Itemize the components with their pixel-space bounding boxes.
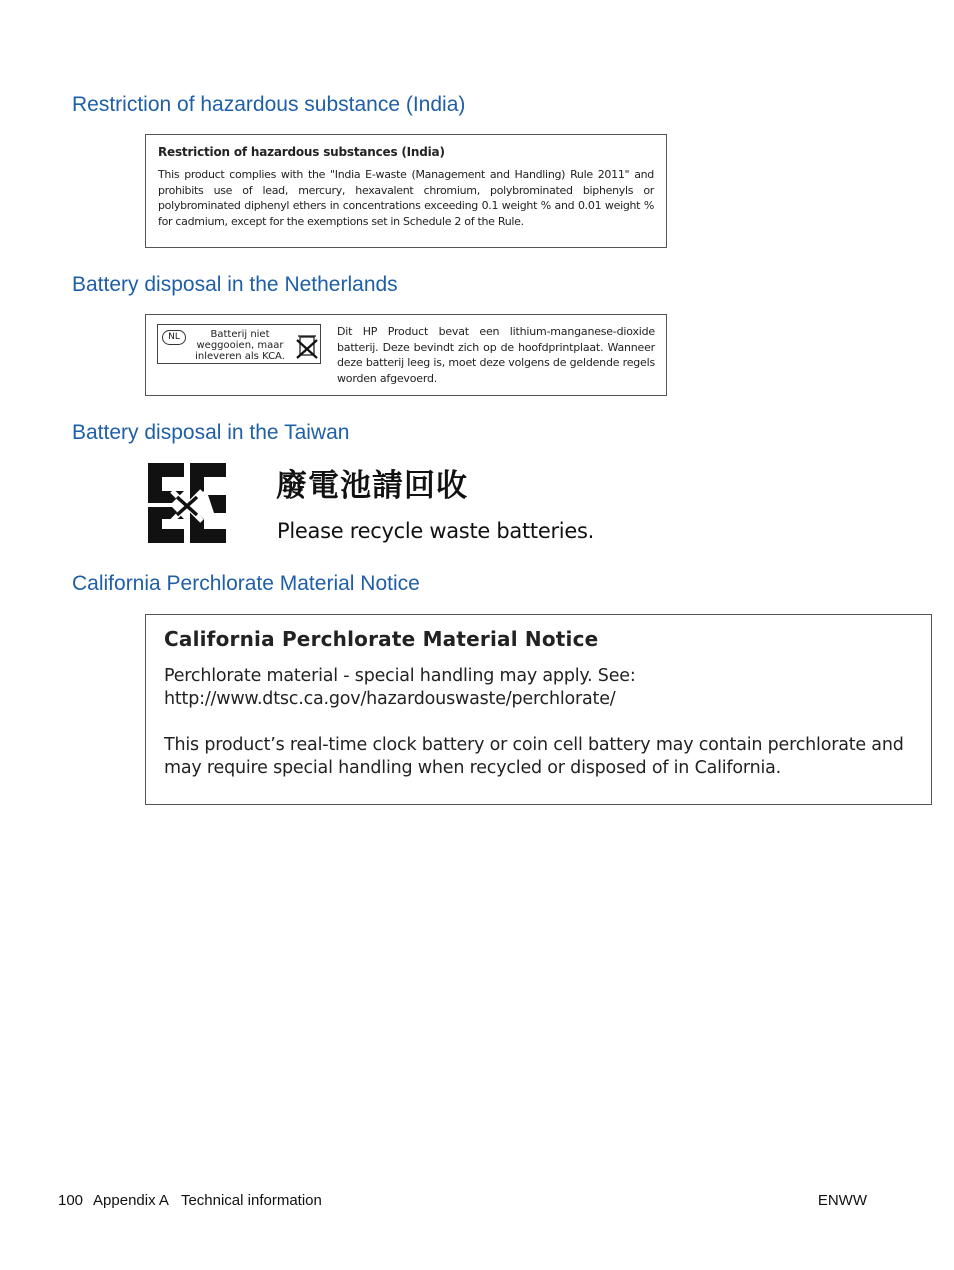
footer-section: Appendix A <box>93 1192 169 1209</box>
footer-left <box>58 1192 322 1209</box>
nl-badge: NL <box>162 330 186 345</box>
kca-label <box>157 324 321 364</box>
india-notice-box <box>145 134 667 248</box>
kca-label-text: Batterij niet weggooien, maar inleveren als KCA. <box>195 329 285 362</box>
heading-taiwan: Battery disposal in the Taiwan <box>72 421 350 444</box>
footer-chapter: Technical information <box>180 1192 322 1209</box>
taiwan-chinese-text: 廢電池請回收 <box>276 468 468 504</box>
crossed-bin-icon <box>296 331 318 359</box>
heading-california: California Perchlorate Material Notice <box>72 572 420 595</box>
heading-india: Restriction of hazardous substance (India) <box>72 93 466 116</box>
california-notice-box <box>145 614 932 805</box>
california-url: http://www.dtsc.ca.gov/hazardouswaste/perchlorate/ <box>164 689 616 709</box>
netherlands-notice-box <box>145 314 667 396</box>
california-paragraph: This product’s real-time clock battery or coin cell battery may contain perchlorate and may require special handling when recycled or disposed of in California. <box>164 735 904 778</box>
india-box-text: This product complies with the "India E-waste (Management and Handling) Rule 2011" and prohibits use of lead, mercury, hexavalent chromium, polybrominated biphenyls or polybrominated diphenyl ethers in concentrations exceeding 0.1 weight % and 0.01 weight % for cadmium, except for the exemptions set in Schedule 2 of the Rule. <box>158 168 654 228</box>
heading-netherlands: Battery disposal in the Netherlands <box>72 273 398 296</box>
footer-right: ENWW <box>817 1192 867 1209</box>
netherlands-text: Dit HP Product bevat een lithium-manganese-dioxide batterij. Deze bevindt zich op de hoofdprintplaat. Wanneer deze batterij leeg is, moet deze volgens de geldende regels worden afgevoerd. <box>337 325 655 385</box>
page-number: 100 <box>58 1192 84 1209</box>
taiwan-recycle-icon <box>144 461 230 545</box>
taiwan-english-text: Please recycle waste batteries. <box>277 519 594 543</box>
california-see-text <box>164 665 913 711</box>
california-line1: Perchlorate material - special handling may apply. See: <box>164 666 636 686</box>
india-box-title: Restriction of hazardous substances (India) <box>158 145 445 159</box>
california-box-title: California Perchlorate Material Notice <box>164 627 599 651</box>
